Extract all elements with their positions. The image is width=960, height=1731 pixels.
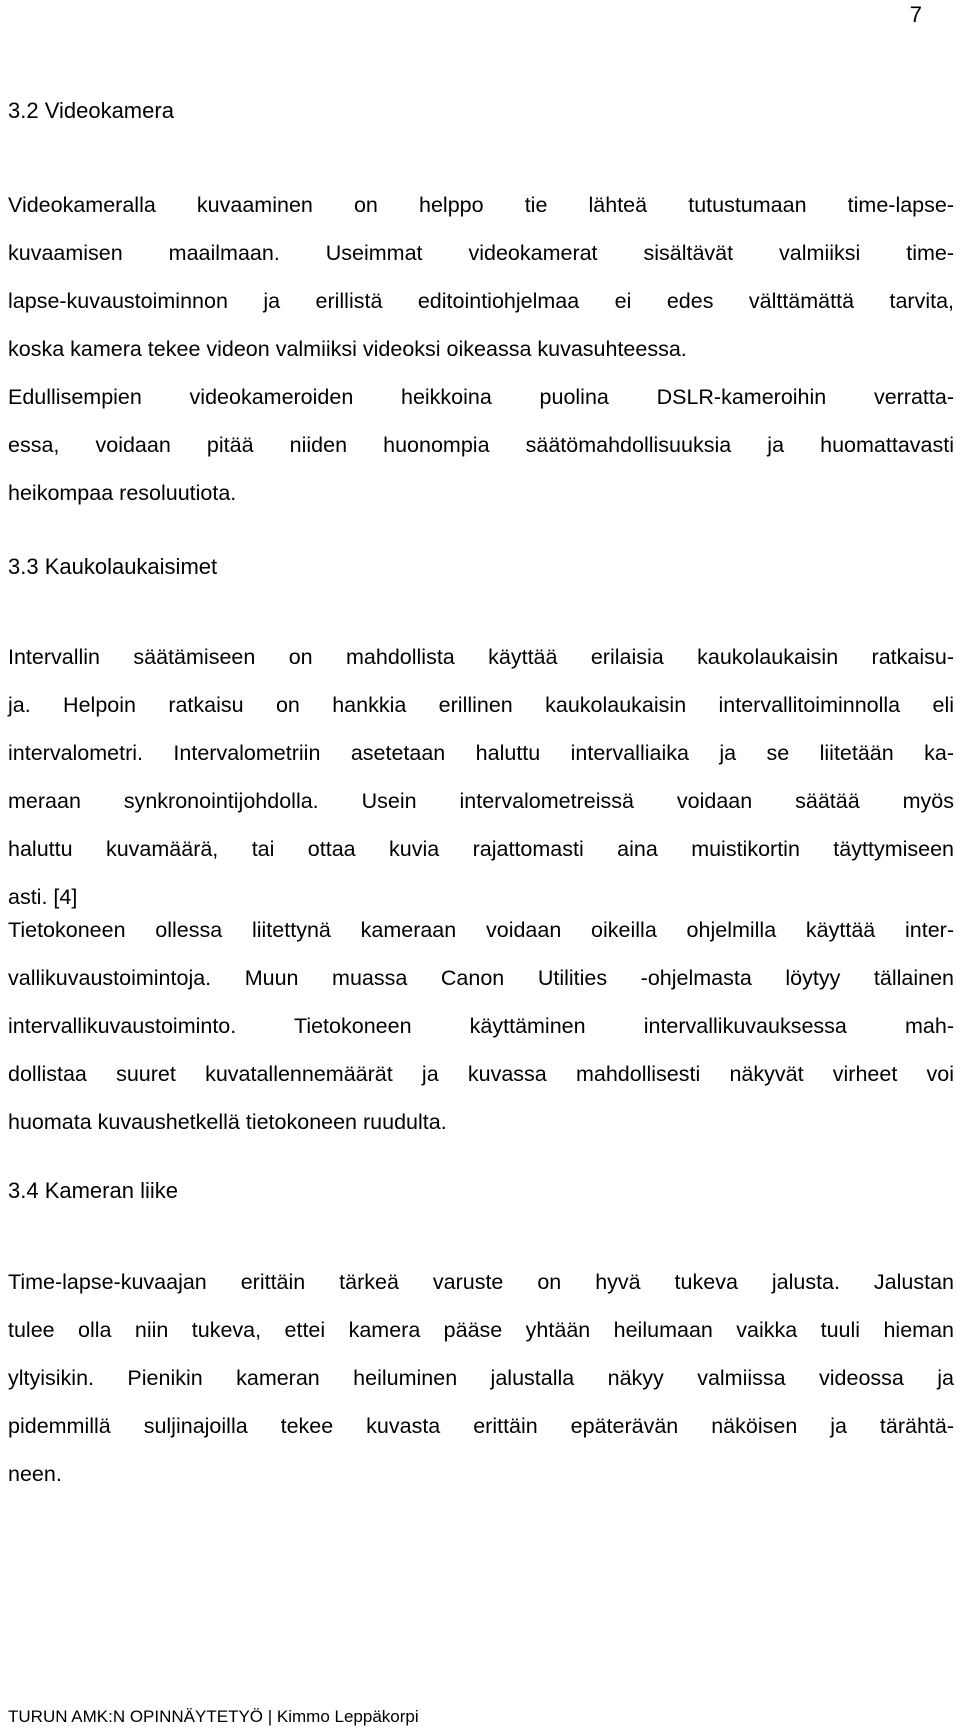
text-line: intervalometri. Intervalometriin asetetaan haluttu intervalliaika ja se liitetään ka- — [8, 741, 954, 765]
text-line: pidemmillä suljinajoilla tekee kuvasta erittäin epäterävän näköisen ja tärähtä- — [8, 1414, 954, 1438]
section-heading-kaukolaukaisimet: 3.3 Kaukolaukaisimet — [8, 554, 218, 579]
text-line: haluttu kuvamäärä, tai ottaa kuvia rajattomasti aina muistikortin täyttymiseen — [8, 837, 954, 861]
text-line: asti. [4] — [8, 885, 78, 909]
text-line: meraan synkronointijohdolla. Usein intervalometreissä voidaan säätää myös — [8, 789, 954, 813]
page-footer: TURUN AMK:N OPINNÄYTETYÖ | Kimmo Leppäkorpi — [8, 1707, 419, 1726]
text-line: huomata kuvaushetkellä tietokoneen ruudulta. — [8, 1110, 447, 1134]
text-line: Videokameralla kuvaaminen on helppo tie lähteä tutustumaan time-lapse- — [8, 193, 954, 217]
page-number: 7 — [909, 2, 922, 27]
paragraph-kameran-liike — [8, 1258, 954, 1498]
text-line: essa, voidaan pitää niiden huonompia säätömahdollisuuksia ja huomattavasti — [8, 433, 954, 457]
text-line: koska kamera tekee videon valmiiksi videoksi oikeassa kuvasuhteessa. — [8, 337, 687, 361]
text-line: Time-lapse-kuvaajan erittäin tärkeä varuste on hyvä tukeva jalusta. Jalustan — [8, 1270, 954, 1294]
text-line: neen. — [8, 1462, 62, 1486]
paragraph-kaukolaukaisimet-1 — [8, 633, 954, 921]
text-line: tulee olla niin tukeva, ettei kamera pääse yhtään heilumaan vaikka tuuli hieman — [8, 1318, 954, 1342]
text-line: kuvaamisen maailmaan. Useimmat videokamerat sisältävät valmiiksi time- — [8, 241, 954, 265]
text-line: Intervallin säätämiseen on mahdollista käyttää erilaisia kaukolaukaisin ratkaisu- — [8, 645, 954, 669]
section-heading-kameran-liike: 3.4 Kameran liike — [8, 1178, 178, 1203]
text-line: intervallikuvaustoiminto. Tietokoneen käyttäminen intervallikuvauksessa mah- — [8, 1014, 954, 1038]
text-line: Tietokoneen ollessa liitettynä kameraan voidaan oikeilla ohjelmilla käyttää inter- — [8, 918, 954, 942]
section-heading-videokamera: 3.2 Videokamera — [8, 98, 174, 123]
paragraph-kaukolaukaisimet-2 — [8, 906, 954, 1146]
text-line: yltyisikin. Pienikin kameran heiluminen jalustalla näkyy valmiissa videossa ja — [8, 1366, 954, 1390]
text-line: vallikuvaustoimintoja. Muun muassa Canon Utilities -ohjelmasta löytyy tällainen — [8, 966, 954, 990]
text-line: lapse-kuvaustoiminnon ja erillistä editointiohjelmaa ei edes välttämättä tarvita, — [8, 289, 954, 313]
text-line: Edullisempien videokameroiden heikkoina puolina DSLR-kameroihin verratta- — [8, 385, 954, 409]
text-line: dollistaa suuret kuvatallennemäärät ja kuvassa mahdollisesti näkyvät virheet voi — [8, 1062, 954, 1086]
text-line: heikompaa resoluutiota. — [8, 481, 237, 505]
paragraph-videokamera — [8, 181, 954, 517]
text-line: ja. Helpoin ratkaisu on hankkia erillinen kaukolaukaisin intervallitoiminnolla eli — [8, 693, 954, 717]
